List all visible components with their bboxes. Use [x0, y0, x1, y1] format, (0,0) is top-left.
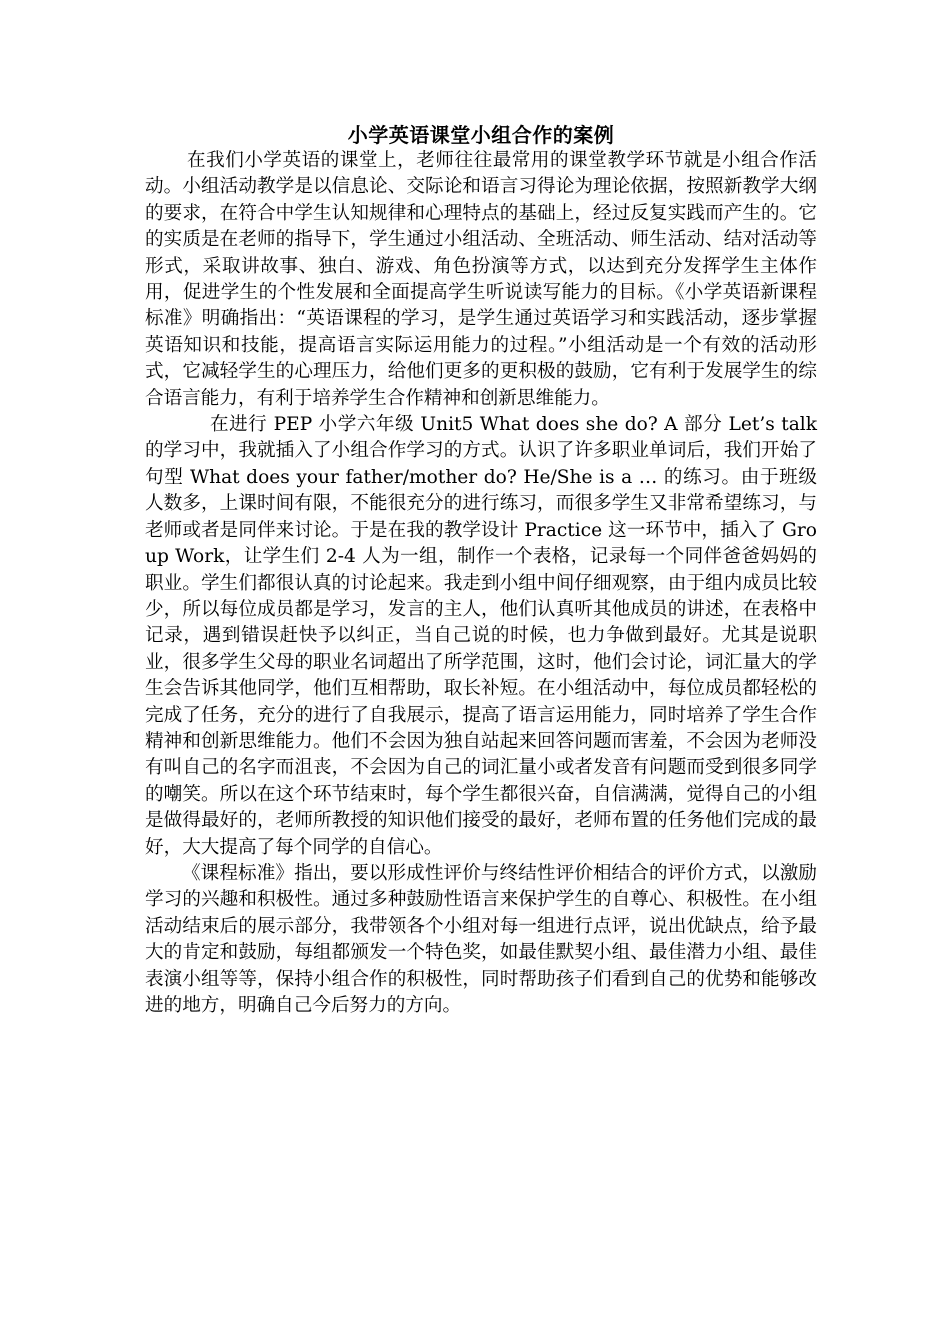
document-body	[145, 122, 817, 1019]
paragraph-intro: 在我们小学英语的课堂上，老师往往最常用的课堂教学环节就是小组合作活动。小组活动教学是以信息论、交际论和语言习得论为理论依据，按照新教学大纲的要求，在符合中学生认知规律和心理特点的基础上，经过反复实践而产生的。它的实质是在老师的指导下，学生通过小组活动、全班活动、师生活动、结对活动等形式，采取讲故事、独白、游戏、角色扮演等方式，以达到充分发挥学生主体作用，促进学生的个性发展和全面提高学生听说读写能力的目标。《小学英语新课程标准》明确指出：“英语课程的学习，是学生通过英语学习和实践活动，逐步掌握英语知识和技能，提高语言实际运用能力的过程。”小组活动是一个有效的活动形式，它减轻学生的心理压力，给他们更多的更积极的鼓励，它有利于发展学生的综合语言能力，有利于培养学生合作精神和创新思维能力。	[145, 150, 817, 409]
paragraph-evaluation: 《课程标准》指出，要以形成性评价与终结性评价相结合的评价方式，以激励学习的兴趣和积极性。通过多种鼓励性语言来保护学生的自尊心、积极性。在小组活动结束后的展示部分，我带领各个小组对每一组进行点评，说出优缺点，给予最大的肯定和鼓励，每组都颁发一个特色奖，如最佳默契小组、最佳潜力小组、最佳表演小组等等，保持小组合作的积极性，同时帮助孩子们看到自己的优势和能够改进的地方，明确自己今后努力的方向。	[145, 862, 817, 1016]
document-title: 小学英语课堂小组合作的案例	[347, 123, 615, 147]
paragraph-case: 在进行 PEP 小学六年级 Unit5 What does she do? A 部分 Let’s talk 的学习中，我就插入了小组合作学习的方式。认识了许多职业单词后，我们开始了句型 What does your father/mother do? He/She is a … 的练习。由于班级人数多，上课时间有限，不能很充分的进行练习，而很多学生又非常希望练习，与老师或者是同伴来讨论。于是在我的教学设计 Practice 这一环节中，插入了 Group Work，让学生们 2-4 人为一组，制作一个表格，记录每一个同伴爸爸妈妈的职业。学生们都很认真的讨论起来。我走到小组中间仔细观察，由于组内成员比较少，所以每位成员都是学习，发言的主人，他们认真听其他成员的讲述，在表格中记录，遇到错误赶快予以纠正，当自己说的时候，也力争做到最好。尤其是说职业，很多学生父母的职业名词超出了所学范围，这时，他们会讨论，词汇量大的学生会告诉其他同学，他们互相帮助，取长补短。在小组活动中，每位成员都轻松的完成了任务，充分的进行了自我展示，提高了语言运用能力，同时培养了学生合作精神和创新思维能力。他们不会因为独自站起来回答问题而害羞，不会因为老师没有叫自己的名字而沮丧，不会因为自己的词汇量小或者发音有问题而受到很多同学的嘲笑。所以在这个环节结束时，每个学生都很兴奋，自信满满，觉得自己的小组是做得最好的，老师所教授的知识他们接受的最好，老师布置的任务他们完成的最好，大大提高了每个同学的自信心。	[145, 414, 817, 858]
